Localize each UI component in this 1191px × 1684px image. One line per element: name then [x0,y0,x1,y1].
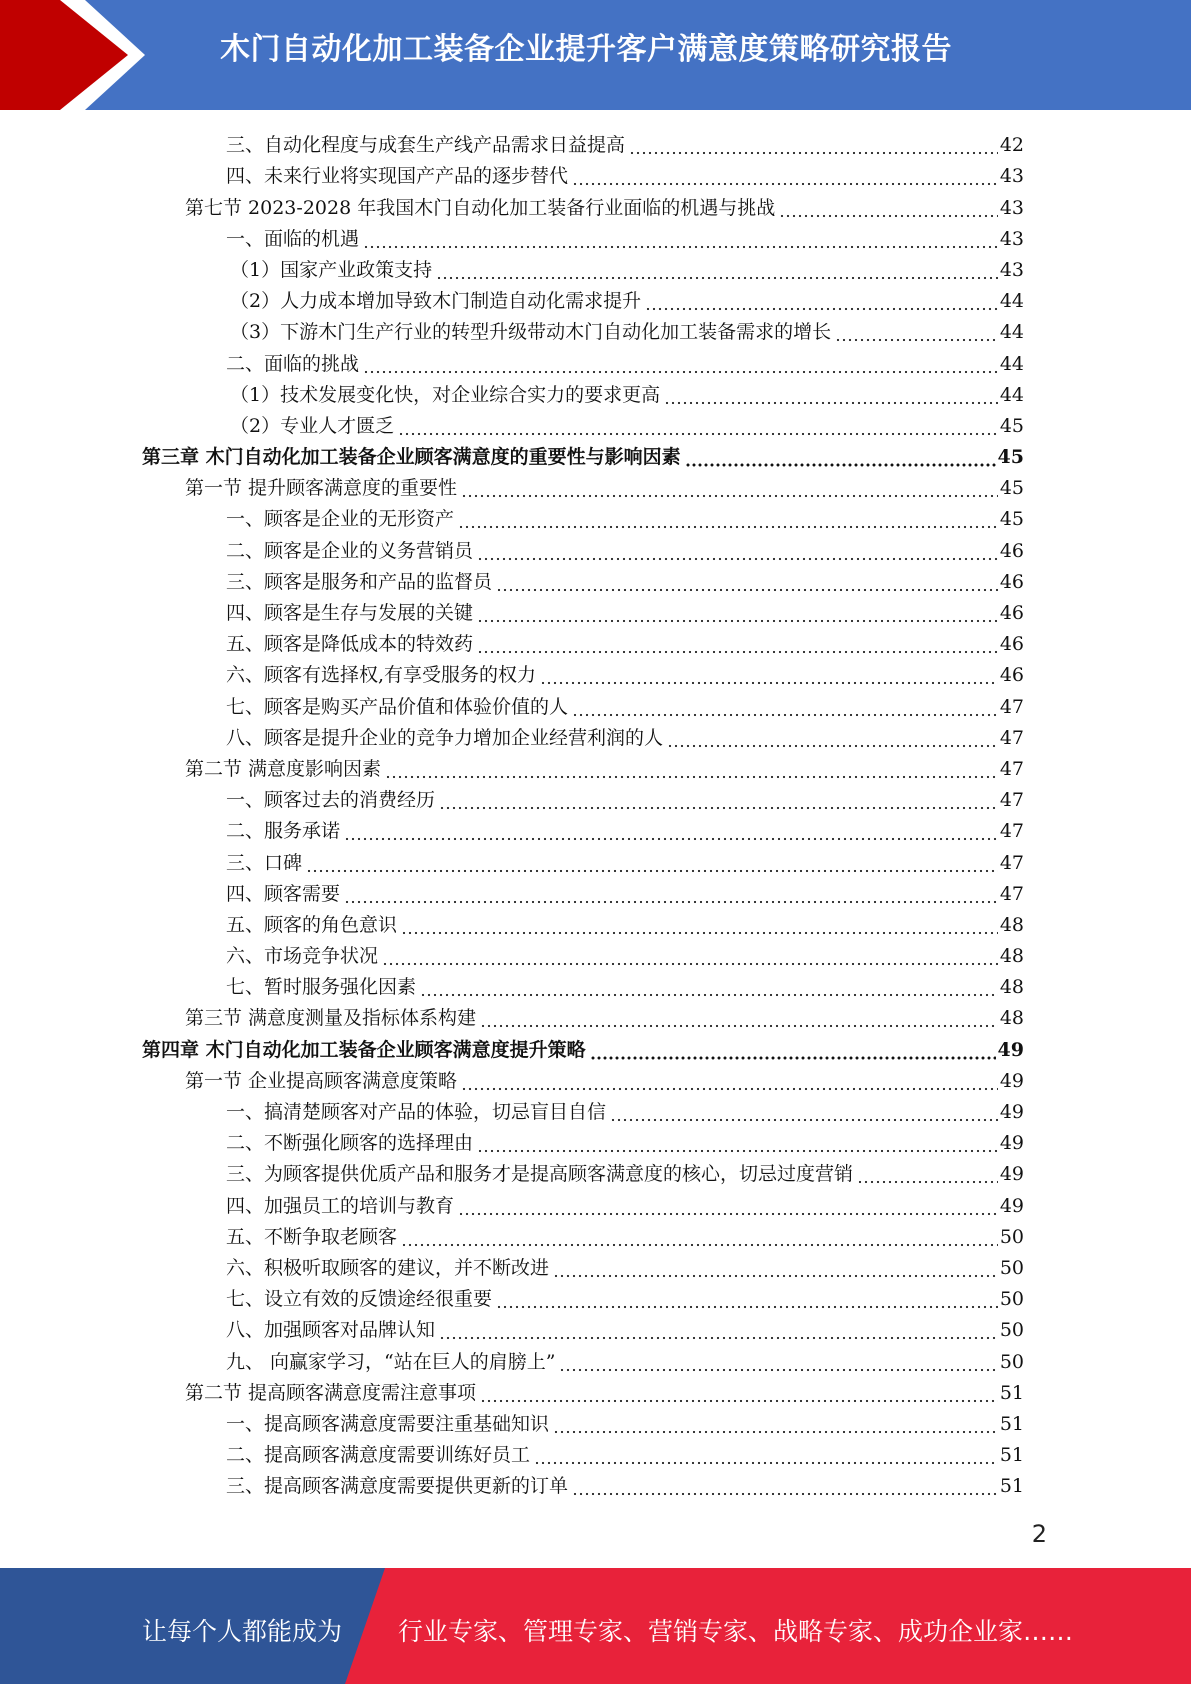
toc-page-number: 47 [999,882,1024,905]
toc-dot-leader [477,601,998,623]
report-title: 木门自动化加工装备企业提升客户满意度策略研究报告 [220,32,952,67]
toc-item-row[interactable] [142,721,1024,752]
toc-section-row[interactable] [142,1001,1024,1032]
toc-dot-leader [439,788,998,810]
toc-dot-leader [382,944,998,966]
toc-page-number: 48 [999,913,1024,936]
toc-page-number: 51 [999,1381,1024,1404]
toc-entry-text: 九、 向赢家学习，“站在巨人的肩膀上” [226,1350,556,1373]
toc-item-row[interactable] [142,253,1024,284]
toc-entry-text: 三、顾客是服务和产品的监督员 [226,570,493,593]
toc-page-number: 50 [999,1319,1024,1342]
toc-item-row[interactable] [142,565,1024,596]
toc-dot-leader [590,1038,996,1060]
page-header [0,0,1191,110]
toc-entry-text: 四、顾客是生存与发展的关键 [226,602,474,624]
toc-item-row[interactable] [142,378,1024,409]
toc-page-number: 43 [999,227,1024,250]
toc-item-row[interactable] [142,814,1024,845]
toc-item-row[interactable] [142,1126,1024,1157]
toc-dot-leader [496,570,998,592]
page-footer [0,1568,1191,1684]
toc-page-number: 46 [999,570,1024,593]
toc-dot-leader [559,1350,997,1372]
toc-dot-leader [835,320,998,342]
toc-entry-text: 四、顾客需要 [226,882,341,905]
toc-dot-leader [439,1318,998,1340]
toc-item-row[interactable] [142,596,1024,627]
toc-entry-text: 第二节 提高顾客满意度需注意事项 [185,1381,477,1404]
toc-page-number: 46 [999,539,1024,562]
toc-section-row[interactable] [142,190,1024,221]
toc-dot-leader [398,414,998,436]
toc-section-row[interactable] [142,1376,1024,1407]
toc-dot-leader [401,1225,998,1247]
toc-entry-text: 六、市场竞争状况 [226,945,379,968]
toc-page-number: 49 [999,1101,1024,1123]
toc-page-number: 43 [999,165,1024,188]
toc-dot-leader [572,164,998,186]
toc-item-row[interactable] [142,409,1024,440]
toc-entry-text: 第一节 提升顾客满意度的重要性 [185,477,458,500]
toc-page-number: 50 [999,1256,1024,1279]
toc-entry-text: 三、口碑 [226,851,303,874]
toc-entry-text: 二、顾客是企业的义务营销员 [226,539,474,562]
toc-item-row[interactable] [142,315,1024,346]
page-number: 2 [1031,1520,1047,1548]
toc-page-number: 47 [999,789,1024,812]
toc-entry-text: （1）国家产业政策支持 [230,258,433,281]
toc-dot-leader [629,133,998,155]
toc-item-row[interactable] [142,970,1024,1001]
toc-page-number: 49 [997,1038,1024,1061]
toc-entry-text: 六、顾客有选择权,有享受服务的权力 [226,664,537,687]
toc-entry-text: 第七节 2023-2028 年我国木门自动化加工装备行业面临的机遇与挑战 [185,196,776,219]
toc-entry-text: 一、顾客过去的消费经历 [226,789,436,812]
toc-entry-text: 二、提高顾客满意度需要训练好员工 [226,1444,531,1467]
toc-page-number: 47 [999,820,1024,843]
toc-dot-leader [344,819,998,841]
toc-item-row[interactable] [142,877,1024,908]
table-of-contents [142,128,1024,1500]
toc-item-row[interactable] [142,284,1024,315]
toc-entry-text: （1）技术发展变化快，对企业综合实力的要求更高 [230,383,661,406]
toc-item-row[interactable] [142,1469,1024,1500]
toc-item-row[interactable] [142,1344,1024,1375]
toc-page-number: 49 [999,1069,1024,1092]
toc-entry-text: 二、面临的挑战 [226,352,360,375]
toc-dot-leader [572,1474,998,1496]
toc-dot-leader [496,1287,998,1309]
toc-page-number: 51 [999,1444,1024,1467]
toc-entry-text: 三、自动化程度与成套生产线产品需求日益提高 [226,134,626,157]
toc-dot-leader [477,1131,998,1153]
toc-entry-text: 五、顾客的角色意识 [226,913,398,936]
toc-item-row[interactable] [142,533,1024,564]
toc-item-row[interactable] [142,502,1024,533]
toc-page-number: 46 [999,602,1024,624]
toc-page-number: 48 [999,1007,1024,1030]
toc-dot-leader [572,695,998,717]
toc-page-number: 49 [999,1194,1024,1217]
toc-entry-text: 五、不断争取老顾客 [226,1225,398,1248]
toc-dot-leader [458,507,998,529]
toc-page-number: 51 [999,1412,1024,1435]
toc-page-number: 47 [999,726,1024,749]
toc-page-number: 49 [999,1163,1024,1186]
toc-entry-text: 八、加强顾客对品牌认知 [226,1319,436,1342]
toc-item-row[interactable] [142,1282,1024,1313]
toc-item-row[interactable] [142,1157,1024,1188]
toc-entry-text: 一、顾客是企业的无形资产 [226,508,455,531]
toc-dot-leader [667,726,998,748]
toc-dot-leader [436,258,998,280]
toc-dot-leader [401,913,998,935]
toc-dot-leader [540,663,998,685]
toc-entry-text: 第三章 木门自动化加工装备企业顾客满意度的重要性与影响因素 [142,446,681,469]
toc-dot-leader [610,1100,998,1122]
toc-item-row[interactable] [142,658,1024,689]
toc-entry-text: 四、未来行业将实现国产产品的逐步替代 [226,165,569,188]
toc-entry-text: 二、服务承诺 [226,820,341,843]
toc-chapter-row[interactable] [142,1032,1024,1063]
toc-page-number: 46 [999,633,1024,656]
toc-dot-leader [553,1256,998,1278]
toc-page-number: 45 [999,414,1024,437]
toc-dot-leader [385,757,998,779]
footer-slogan-left: 让每个人都能成为 [142,1617,343,1646]
toc-item-row[interactable] [142,346,1024,377]
toc-page-number: 50 [999,1350,1024,1373]
toc-page-number: 45 [999,477,1024,500]
toc-dot-leader [420,975,998,997]
toc-entry-text: 八、顾客是提升企业的竞争力增加企业经营利润的人 [226,726,664,749]
toc-item-row[interactable] [142,222,1024,253]
toc-page-number: 44 [999,290,1024,313]
toc-dot-leader [857,1162,998,1184]
toc-item-row[interactable] [142,845,1024,876]
header-arrow-icon [0,0,160,110]
toc-chapter-row[interactable] [142,440,1024,471]
toc-entry-text: 第四章 木门自动化加工装备企业顾客满意度提升策略 [142,1038,586,1061]
toc-page-number: 47 [999,695,1024,718]
toc-page-number: 42 [999,134,1024,157]
toc-item-row[interactable] [142,1407,1024,1438]
toc-entry-text: 第二节 满意度影响因素 [185,757,382,780]
toc-entry-text: 一、面临的机遇 [226,227,360,250]
toc-dot-leader [480,1381,998,1403]
toc-entry-text: 七、顾客是购买产品价值和体验价值的人 [226,695,569,718]
toc-entry-text: 六、积极听取顾客的建议，并不断改进 [226,1256,550,1279]
toc-entry-text: 三、为顾客提供优质产品和服务才是提高顾客满意度的核心，切忌过度营销 [226,1163,854,1186]
toc-page-number: 44 [999,352,1024,375]
toc-dot-leader [553,1412,998,1434]
toc-dot-leader [461,476,998,498]
toc-dot-leader [685,445,996,467]
toc-item-row[interactable] [142,128,1024,159]
toc-page-number: 45 [997,446,1024,469]
toc-page-number: 45 [999,508,1024,531]
toc-dot-leader [480,1006,998,1028]
toc-item-row[interactable] [142,939,1024,970]
toc-entry-text: 一、提高顾客满意度需要注重基础知识 [226,1412,550,1435]
toc-entry-text: （2）人力成本增加导致木门制造自动化需求提升 [230,290,642,313]
toc-section-row[interactable] [142,752,1024,783]
toc-item-row[interactable] [142,1438,1024,1469]
toc-page-number: 43 [999,258,1024,281]
toc-item-row[interactable] [142,1095,1024,1126]
toc-dot-leader [664,383,998,405]
toc-entry-text: （2）专业人才匮乏 [230,414,395,437]
toc-entry-text: 五、顾客是降低成本的特效药 [226,633,474,656]
toc-page-number: 49 [999,1132,1024,1155]
toc-dot-leader [306,851,998,873]
toc-section-row[interactable] [142,471,1024,502]
toc-dot-leader [363,352,998,374]
toc-page-number: 44 [999,321,1024,344]
toc-entry-text: 四、加强员工的培训与教育 [226,1194,455,1217]
toc-page-number: 50 [999,1288,1024,1311]
toc-page-number: 43 [999,196,1024,219]
toc-item-row[interactable] [142,1313,1024,1344]
toc-item-row[interactable] [142,1220,1024,1251]
toc-item-row[interactable] [142,908,1024,939]
toc-item-row[interactable] [142,159,1024,190]
toc-entry-text: 第一节 企业提高顾客满意度策略 [185,1069,458,1092]
toc-item-row[interactable] [142,627,1024,658]
toc-entry-text: 三、提高顾客满意度需要提供更新的订单 [226,1475,569,1498]
toc-dot-leader [458,1194,998,1216]
toc-dot-leader [645,289,998,311]
toc-dot-leader [344,882,998,904]
toc-page-number: 47 [999,757,1024,780]
toc-entry-text: 二、不断强化顾客的选择理由 [226,1132,474,1155]
toc-entry-text: （3）下游木门生产行业的转型升级带动木门自动化加工装备需求的增长 [230,321,832,344]
toc-dot-leader [363,227,998,249]
toc-entry-text: 一、搞清楚顾客对产品的体验，切忌盲目自信 [226,1101,607,1123]
toc-page-number: 50 [999,1225,1024,1248]
toc-page-number: 48 [999,945,1024,968]
toc-item-row[interactable] [142,783,1024,814]
toc-dot-leader [477,539,998,561]
toc-dot-leader [461,1069,998,1091]
toc-dot-leader [534,1443,998,1465]
footer-slogan-right: 行业专家、管理专家、营销专家、战略专家、成功企业家…… [398,1617,1074,1646]
toc-item-row[interactable] [142,1188,1024,1219]
toc-entry-text: 七、设立有效的反馈途经很重要 [226,1288,493,1311]
toc-page-number: 51 [999,1475,1024,1498]
toc-page-number: 44 [999,383,1024,406]
toc-entry-text: 第三节 满意度测量及指标体系构建 [185,1007,477,1030]
toc-page-number: 46 [999,664,1024,687]
toc-item-row[interactable] [142,689,1024,720]
toc-page-number: 47 [999,851,1024,874]
toc-page-number: 48 [999,976,1024,999]
toc-dot-leader [477,632,998,654]
toc-entry-text: 七、暂时服务强化因素 [226,976,417,999]
toc-item-row[interactable] [142,1251,1024,1282]
toc-section-row[interactable] [142,1064,1024,1095]
toc-dot-leader [779,196,998,218]
